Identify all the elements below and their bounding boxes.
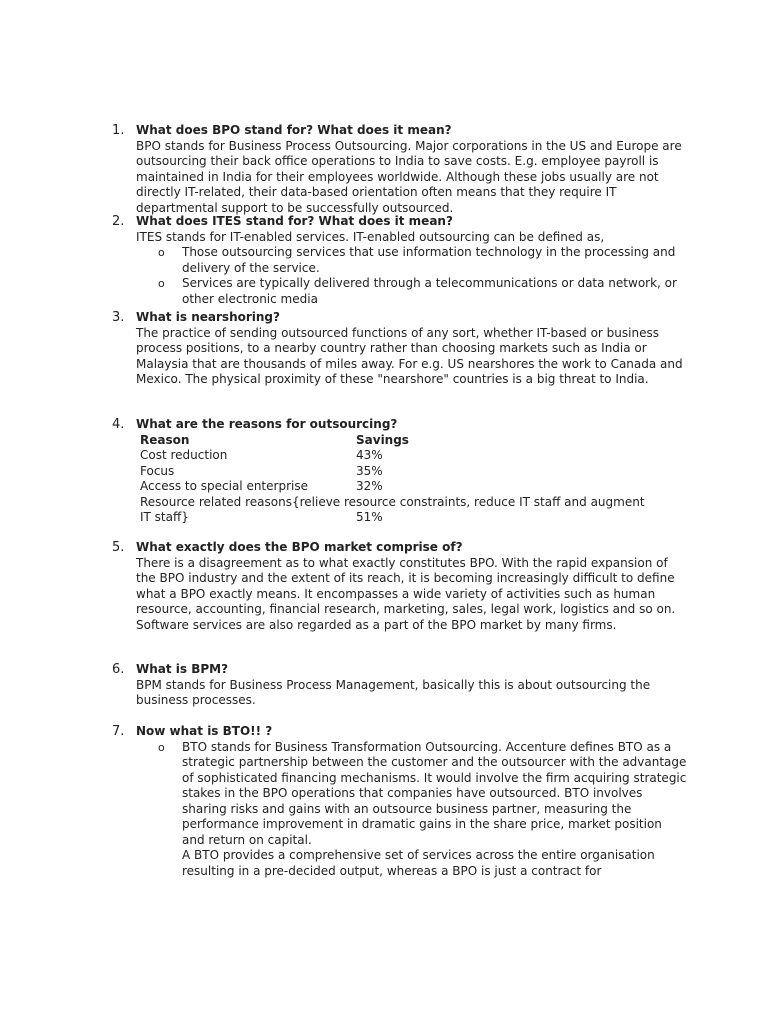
column-header-savings: Savings: [356, 432, 409, 447]
table-row-long: [140, 495, 687, 526]
question-number: 3.: [112, 310, 125, 325]
question-title: What does BPO stand for? What does it mean?: [136, 123, 452, 137]
reason-cell-line2: IT staff}: [140, 510, 189, 524]
list-item: [136, 276, 687, 307]
question-2: [112, 214, 687, 307]
table-row: [140, 464, 409, 480]
question-title: What does ITES stand for? What does it mean?: [136, 214, 453, 228]
bullet-text: Services are typically delivered through a telecommunications or data network, or other electronic media: [182, 276, 677, 306]
question-7: [112, 724, 687, 879]
savings-cell: 35%: [356, 463, 383, 478]
question-4: [112, 417, 687, 526]
question-title: What exactly does the BPO market comprise of?: [136, 540, 463, 554]
question-number: 4.: [112, 417, 125, 432]
answer-text: The practice of sending outsourced functions of any sort, whether IT-based or business process positions, to a nearby country rather than choosing markets such as India or Malaysia that are thousands of miles away. For e.g. US nearshores the work to Canada and Mexico. The physical proximity of these "nearshore" countries is a big threat to India.: [136, 325, 683, 386]
question-6: [112, 662, 687, 709]
answer-text: BPO stands for Business Process Outsourcing. Major corporations in the US and Europe are outsourcing their back office operations to India to save costs. E.g. employee payroll is maintained in India for their employees worldwide. Although these jobs usually are not directly IT-related, their data-based orientation often means that they require IT departmental support to be successfully outsourced.: [136, 138, 682, 215]
question-number: 5.: [112, 540, 125, 555]
reason-cell-line1: Resource related reasons{relieve resource constraints, reduce IT staff and augment: [140, 494, 645, 509]
table-header-row: [140, 433, 409, 449]
reason-cell: Cost reduction: [140, 448, 228, 462]
bullet-text: BTO stands for Business Transformation Outsourcing. Accenture defines BTO as a strategic partnership between the customer and the outsourcer with the advantage of sophisticated financing mechanisms. It would involve the firm acquiring strategic stakes in the BPO operations that companies have outsourced. BTO involves sharing risks and gains with an outsource business partner, measuring the performance improvement in dramatic gains in the share price, market position and return on capital.: [182, 739, 687, 847]
bullet-list: [136, 740, 687, 880]
savings-cell: 51%: [356, 510, 383, 524]
column-header-reason: Reason: [140, 432, 190, 447]
question-title: What are the reasons for outsourcing?: [136, 417, 398, 431]
bullet-list: [136, 245, 687, 307]
answer-text: There is a disagreement as to what exactly constitutes BPO. With the rapid expansion of the BPO industry and the extent of its reach, it is becoming increasingly difficult to define what a BPO exactly means. It encompasses a wide variety of activities such as human resource, accounting, financial research, marketing, sales, legal work, logistics and so on. Software services are also regarded as a part of the BPO market by many firms.: [136, 555, 676, 632]
reason-cell: Focus: [140, 463, 175, 478]
table-row: [140, 448, 409, 464]
question-title: What is nearshoring?: [136, 310, 280, 324]
bullet-marker: o: [158, 246, 165, 259]
list-item: [136, 740, 687, 880]
reason-cell: Access to special enterprise: [140, 479, 308, 493]
question-number: 7.: [112, 724, 125, 739]
answer-text: ITES stands for IT-enabled services. IT-enabled outsourcing can be defined as,: [136, 229, 605, 244]
bullet-text-continued: A BTO provides a comprehensive set of services across the entire organisation resulting in a pre-decided output, whereas a BPO is just a contract for: [182, 848, 655, 878]
bullet-marker: o: [158, 277, 165, 290]
savings-cell: 32%: [356, 479, 383, 493]
question-title: Now what is BTO!! ?: [136, 724, 273, 738]
table-row: [140, 479, 409, 495]
question-3: [112, 310, 687, 388]
answer-text: BPM stands for Business Process Management, basically this is about outsourcing the business processes.: [136, 677, 651, 707]
question-title: What is BPM?: [136, 662, 229, 676]
question-number: 2.: [112, 214, 125, 229]
reasons-table: [140, 433, 409, 495]
question-number: 1.: [112, 123, 125, 138]
savings-cell: 43%: [356, 448, 383, 462]
question-1: [112, 123, 687, 216]
bullet-marker: o: [158, 740, 165, 754]
question-5: [112, 540, 687, 633]
bullet-text: Those outsourcing services that use information technology in the processing and delivery of the service.: [182, 245, 676, 275]
list-item: [136, 245, 687, 276]
question-number: 6.: [112, 662, 125, 677]
